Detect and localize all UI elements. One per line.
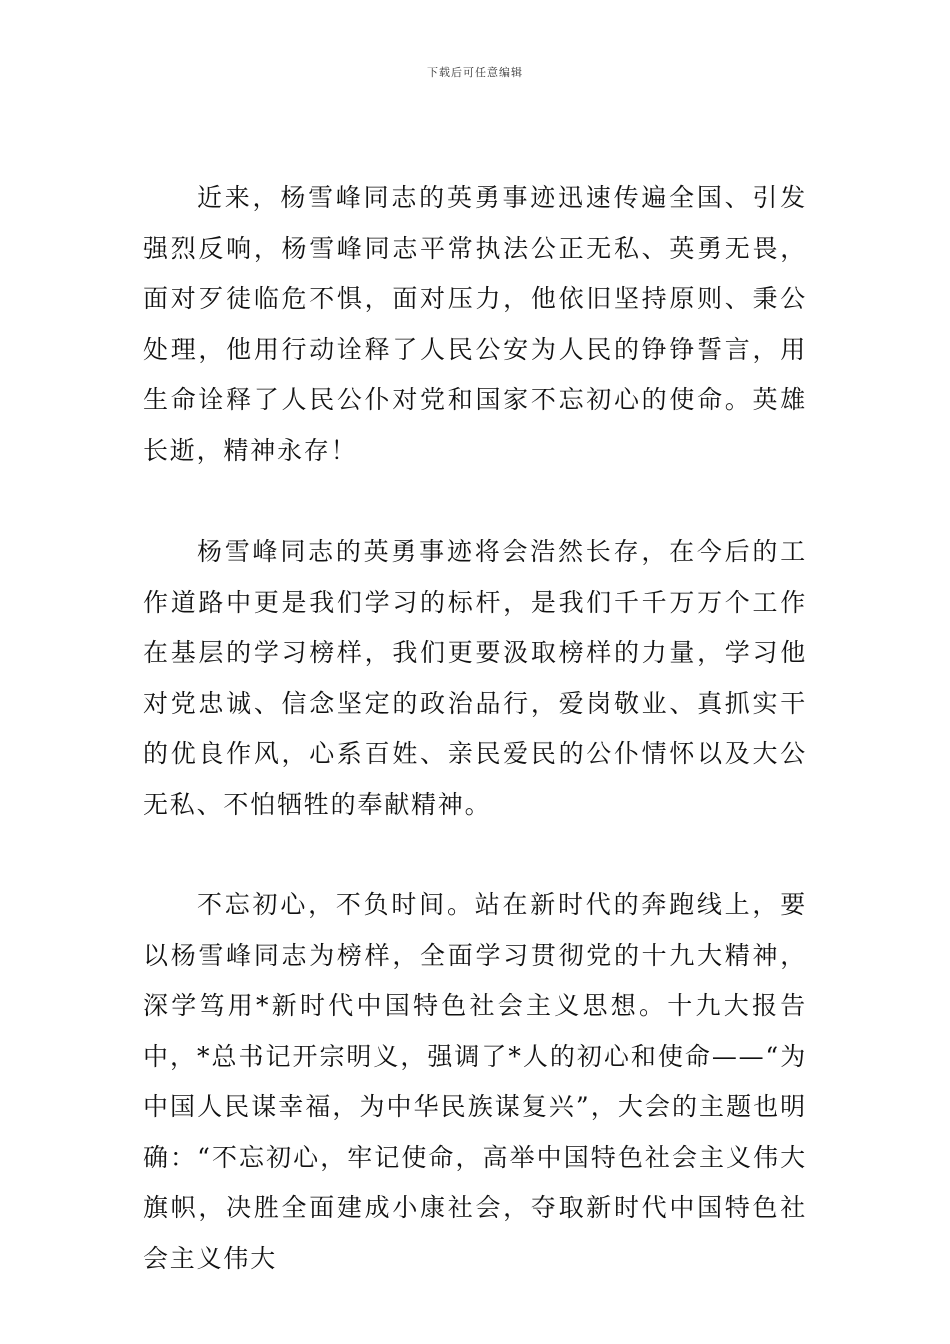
paragraph-3: 不忘初心，不负时间。站在新时代的奔跑线上，要以杨雪峰同志为榜样，全面学习贯彻党的十九大精神，深学笃用*新时代中国特色社会主义思想。十九大报告中，*总书记开宗明义，强调了*人的初心和使命——“为中国人民谋幸福，为中华民族谋复兴”，大会的主题也明确：“不忘初心，牢记使命，高举中国特色社会主义伟大旗帜，决胜全面建成小康社会，夺取新时代中国特色社会主义伟大 [143,890,807,1273]
paragraph-1: 近来，杨雪峰同志的英勇事迹迅速传遍全国、引发强烈反响，杨雪峰同志平常执法公正无私、英勇无畏，面对歹徒临危不惧，面对压力，他依旧坚持原则、秉公处理，他用行动诠释了人民公安为人民的铮铮誓言，用生命诠释了人民公仆对党和国家不忘初心的使命。英雄长逝，精神永存！ [143,183,807,465]
paragraph-2: 杨雪峰同志的英勇事迹将会浩然长存，在今后的工作道路中更是我们学习的标杆，是我们千千万万个工作在基层的学习榜样，我们更要汲取榜样的力量，学习他对党忠诚、信念坚定的政治品行，爱岗敬业、真抓实干的优良作风，心系百姓、亲民爱民的公仆情怀以及大公无私、不怕牺牲的奉献精神。 [143,537,807,819]
header-note: 下载后可任意编辑 [427,66,523,79]
